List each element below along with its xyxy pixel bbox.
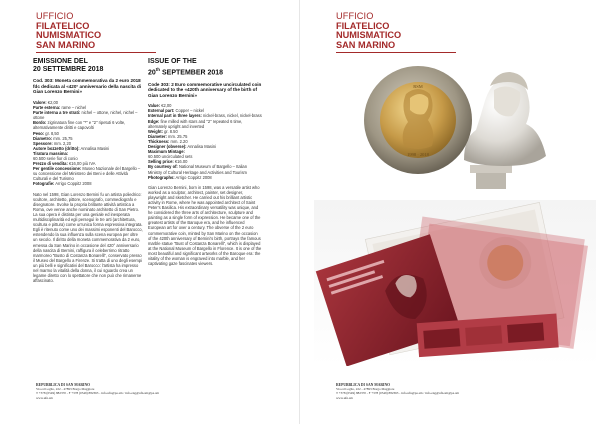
english-spec-row — [148, 164, 262, 174]
italian-spec-key: Parte esterna: — [33, 105, 61, 111]
english-spec-key: Diameter: — [148, 133, 167, 139]
italian-spec-key: Spessore: — [33, 140, 53, 146]
italian-spec-value: gr. 8,50 — [44, 130, 59, 136]
english-spec-key: Value: — [148, 103, 161, 109]
italian-column — [33, 58, 143, 283]
italian-spec-value: nichel – ottone, nichel, nichel – ottone — [33, 110, 138, 121]
italian-heading-1: EMISSIONE DEL — [33, 58, 88, 65]
english-heading-1: ISSUE OF THE — [148, 58, 197, 65]
italian-spec-value: Annalisa Masini — [79, 145, 110, 151]
english-body: Gian Lorenzo Bernini, born in 1598, was a versatile artist who worked as a sculptor, architect, painter, set designer, playwright and sketcher. He carried out his brilliant artistic activity in Rome, where he was appointed architect of Saint Peter's Basilica. His extraordinary versatility was unique, and he considered the three arts of architecture, sculpture and painting as a single form of expression. He became one of the greatest artists of the Baroque era, and he influenced European art for over a century. The obverse of the 2 euro commemorative coin, minted by San Marino on the occasion of the 420th anniversary of Bernini's birth, portrays the famous marble statue "Bust of Costanza Bonarelli", which is displayed at the National Museum of Bargello in Florence. It is one of the most beautiful and significant artworks of the Baroque era: the vitality of the woman is engraved into marble, and her captivating gaze fascinates viewers. — [148, 184, 262, 267]
english-spec-value: €16.00 — [173, 159, 188, 165]
logo-rule — [36, 52, 156, 53]
italian-spec-key: Per gentile concessione: — [33, 166, 82, 172]
logo-line-4: SAN MARINO — [36, 39, 96, 50]
coin-mark: RSM — [413, 84, 423, 89]
english-spec-key: Internal part in three layers: — [148, 113, 202, 119]
italian-spec-value: Museo Nazionale del Bargello – su concessione del Ministero dei Beni e delle Attività Culturali e del Turismo — [33, 166, 141, 182]
logo-line-1: UFFICIO — [336, 11, 374, 21]
english-spec-key: Thickness: — [148, 138, 170, 144]
italian-spec-value: mm. 25,75 — [52, 135, 73, 141]
coin-year: 1998 · 2018 — [407, 152, 429, 157]
italian-spec-key: Parte interna a tre strati: — [33, 110, 81, 116]
italian-spec-value: €2,00 — [46, 99, 59, 105]
footer-org: REPUBBLICA DI SAN MARINO — [336, 383, 390, 387]
english-spec-key: By courtesy of: — [148, 164, 178, 170]
italian-spec-row — [33, 110, 143, 120]
italian-spec-value: €16,00 più IVA — [67, 161, 96, 167]
italian-spec-key: Prezzo di vendita: — [33, 161, 68, 167]
english-spec-value: nickel-brass, nickel, nickel-brass — [201, 113, 262, 119]
italian-spec-key: Valore: — [33, 99, 47, 105]
italian-spec-key: Fotografie: — [33, 181, 55, 187]
logo-rule — [336, 52, 456, 53]
pedestal-base — [476, 173, 506, 189]
italian-spec-value: zigrinatura fine con "*" e "2" ripetuti 6 volte, alternativamente diritti e capovolti — [33, 120, 126, 131]
italian-spec-value: Arrigo Coppitz 2008 — [54, 181, 92, 187]
english-spec-value: Arrigo Coppitz 2008 — [174, 174, 212, 180]
english-spec-value: Annalisa Masini — [186, 144, 217, 150]
logo-line-2: FILATELICO — [36, 20, 90, 31]
footer-contacts: T +378 (0549) 882370 - F +378 (0549) 882363 - info.ufn@pa.sm / info.eng@ufn.sm@pa.sm — [336, 391, 459, 396]
coin-image — [364, 66, 472, 174]
right-page — [300, 0, 600, 424]
logo-line-4: SAN MARINO — [336, 39, 396, 50]
english-spec-value: mm. 25.75 — [166, 133, 188, 139]
english-spec-value: €2,00 — [160, 103, 172, 109]
english-spec-key: External part: — [148, 108, 175, 114]
english-specs — [148, 103, 262, 179]
italian-heading-2: 20 SETTEMBRE 2018 — [33, 65, 104, 73]
logo-line-3: NUMISMATICO — [336, 30, 402, 41]
right-footer — [336, 383, 459, 400]
footer-address: Via ed Loglio, 222 - 47893 Borgo Maggiore — [336, 387, 395, 392]
english-spec-key: Selling price: — [148, 159, 174, 165]
pedestal-top — [470, 165, 512, 173]
italian-spec-row — [33, 166, 143, 181]
english-spec-row — [148, 119, 262, 129]
english-spec-value: gr. 8.50 — [162, 128, 178, 134]
footer-web: www.ufn.sm — [36, 395, 53, 400]
english-spec-value: Copper – nickel — [174, 108, 204, 114]
italian-spec-value: 60.500 serie fior di conio — [33, 156, 78, 161]
product-photo — [314, 60, 596, 366]
italian-body: Nato nel 1598, Gian Lorenzo Bernini fu un artista poliedrico: scultore, architetto, pittore, scenografo, commediografo e disegnatore. Svolse la propria brillante attività artistica a Roma, ove venne anche nominato architetto di San Pietro. La sua opera è distinta per una geniale ed inesperata multidisciplinarità ed egli perseguì le tre arti (architettura, scultura e pittura) come un'unica forma espressiva integrata. Egli è ritenuto come uno dei massimi esponenti del Barocco, estendendo la sua influenza sulla scena europea per oltre un secolo. Il diritto della moneta commemorativa da 2 euro, emessa da San Marino in occasione del 420° anniversario della nascita di Bernini, raffigura il celeberrimo ritratto marmoreo "Busto di Costanza Bonarelli", conservato presso il Museo del Bargello a Firenze. Si tratta di uno degli esempi un più belli e significativi del Barocco: l'artista ha impresso nel marmo la vitalità della donna, il cui sguardo crea un legame diretto con lo spettatore che non può che rimanerne affascinato. — [33, 191, 143, 284]
english-spec-key: Edge: — [148, 118, 160, 124]
footer-address: Via ed Loglio, 222 - 47893 Borgo Maggiore — [36, 387, 95, 392]
italian-subtitle: Cod. 303: Moneta commemorativa da 2 euro 2018 fdc dedicata al «420° anniversario della nascita di Gian Lorenzo Bernini» — [33, 78, 142, 95]
italian-spec-value: rame – nichel — [60, 105, 87, 111]
english-spec-value: 60.500 uncirculated sets — [148, 154, 193, 160]
english-subtitle: Code 303: 2 Euro commemorative uncirculated coin dedicated to the «420th anniversary of the birth of Gian Lorenzo Bernini» — [148, 81, 262, 98]
logo-line-3: NUMISMATICO — [36, 30, 102, 41]
italian-spec-key: Bordo: — [33, 120, 47, 126]
logo-ufficio-filatelico-right — [336, 12, 456, 53]
english-spec-key: Designer (obverse): — [148, 144, 187, 150]
english-heading-2: 20th SEPTEMBER 2018 — [148, 66, 224, 76]
english-spec-value: National Museum of Bargello – Italian Ministry of Cultural Heritage and Activities and Tourism — [148, 164, 247, 175]
italian-specs — [33, 100, 143, 187]
footer-org: REPUBBLICA DI SAN MARINO — [36, 383, 90, 387]
english-spec-value: fine milled with stars and "2" repeated 6 time, alternately upright and inverted — [148, 118, 243, 129]
italian-spec-row — [33, 120, 143, 130]
footer-contacts: T +378 (0549) 882370 - F +378 (0549) 882363 - info.ufn@pa.sm / info.eng@ufn.sm@pa.sm — [36, 391, 159, 396]
italian-spec-key: Diametro: — [33, 135, 53, 141]
english-spec-value: mm. 2.20 — [169, 138, 188, 144]
english-spec-key: Photographs: — [148, 174, 175, 180]
english-spec-key: Maximum Mintage: — [148, 149, 185, 155]
footer-web: www.ufn.sm — [336, 395, 353, 400]
italian-spec-key: Autore bozzetto (dritto): — [33, 145, 80, 151]
italian-spec-key: Tiratura massima: — [33, 150, 69, 156]
english-spec-key: Weight: — [148, 128, 163, 134]
italian-spec-value: mm. 2,20 — [52, 140, 71, 146]
logo-ufficio-filatelico — [36, 12, 156, 53]
italian-spec-key: Peso: — [33, 130, 45, 136]
bust-sculpture — [464, 72, 546, 166]
logo-line-1: UFFICIO — [36, 11, 74, 21]
left-footer — [36, 383, 159, 400]
logo-line-2: FILATELICO — [336, 20, 390, 31]
english-column — [148, 58, 262, 266]
